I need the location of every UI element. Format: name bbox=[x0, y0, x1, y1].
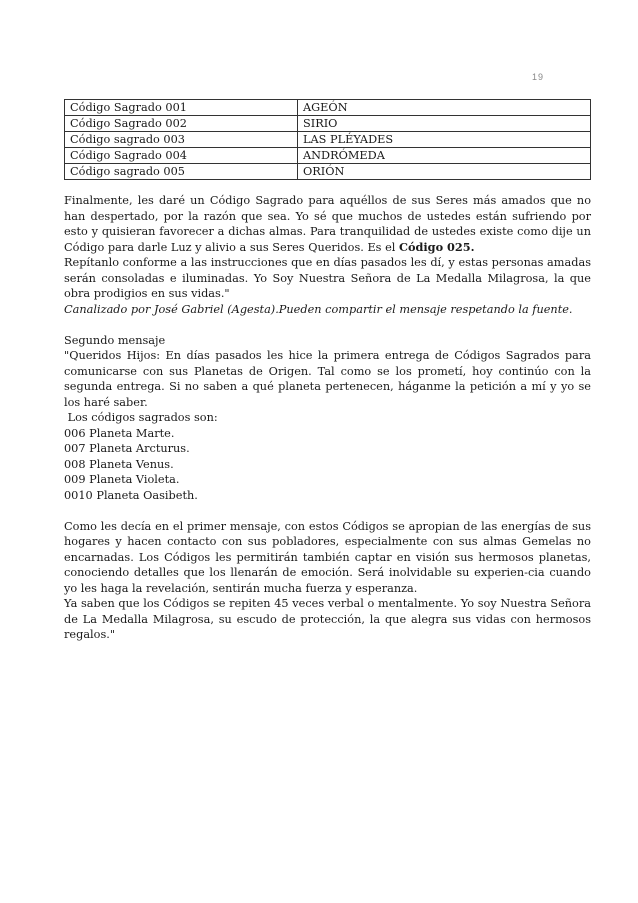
code-cell: Código sagrado 005 bbox=[65, 164, 298, 180]
list-item: 007 Planeta Arcturus. bbox=[64, 442, 190, 455]
paragraph-signature: Ya saben que los Códigos se repiten 45 veces verbal o mentalmente. Yo soy Nuestra Señora de La Medalla Milagrosa, su escudo de protección, la que alegra sus vidas con hermosos regalos." bbox=[64, 597, 591, 641]
paragraph-text: Finalmente, les daré un Código Sagrado para aquéllos de sus Seres más amados que no han despertado, por la razón que sea. Yo sé que muchos de ustedes están sufriendo por esto y quisieran favorecer a dichas almas. Para tranquilidad de ustedes existe como dije un Código para darle Luz y alivio a sus Seres Queridos. Es el bbox=[64, 194, 591, 254]
codes-list-heading: Los códigos sagrados son: bbox=[64, 411, 218, 424]
table-row bbox=[65, 148, 591, 164]
code-cell: Código sagrado 003 bbox=[65, 132, 298, 148]
table-row bbox=[65, 100, 591, 116]
channeling-credit: Canalizado por José Gabriel (Agesta).Pueden compartir el mensaje respetando la fuente. bbox=[64, 302, 573, 316]
planet-cell: ANDRÓMEDA bbox=[298, 148, 591, 164]
table-row bbox=[65, 132, 591, 148]
second-message-intro: "Queridos Hijos: En días pasados les hice la primera entrega de Códigos Sagrados para comunicarse con sus Planetas de Origen. Tal como se los prometí, hoy continúo con la segunda entrega. Si no saben a qué planeta pertenecen, háganme la petición a mí y yo se los haré saber. bbox=[64, 349, 591, 409]
list-item: 009 Planeta Violeta. bbox=[64, 473, 180, 486]
planet-cell: LAS PLÉYADES bbox=[298, 132, 591, 148]
code-cell: Código Sagrado 001 bbox=[65, 100, 298, 116]
paragraph-closing: Como les decía en el primer mensaje, con estos Códigos se apropian de las energías de sus hogares y hacen contacto con sus pobladores, especialmente con sus almas Gemelas no encarnadas. Los Códigos les permitirán también captar en visión sus hermosos planetas, conociendo detalles que los llenarán de emoción. Será inolvidable su experien-cia cuando yo les haga la revelación, sentirán mucha fuerza y esperanza. bbox=[64, 519, 591, 595]
code-cell: Código Sagrado 002 bbox=[65, 116, 298, 132]
paragraph-final-code bbox=[64, 193, 591, 255]
planet-cell: ORIÓN bbox=[298, 164, 591, 180]
planet-cell: SIRIO bbox=[298, 116, 591, 132]
table-row bbox=[65, 116, 591, 132]
sacred-codes-table bbox=[64, 99, 591, 180]
table-row bbox=[65, 164, 591, 180]
page-number: 19 bbox=[532, 72, 545, 82]
code-cell: Código Sagrado 004 bbox=[65, 148, 298, 164]
paragraph-instructions: Repítanlo conforme a las instrucciones que en días pasados les dí, y estas personas amadas serán consoladas e iluminadas. Yo Soy Nuestra Señora de La Medalla Milagrosa, la que obra prodigios en sus vidas." bbox=[64, 256, 591, 300]
second-message-heading: Segundo mensaje bbox=[64, 333, 166, 347]
document-body bbox=[64, 193, 591, 643]
list-item: 006 Planeta Marte. bbox=[64, 426, 175, 440]
list-item: 0010 Planeta Oasibeth. bbox=[64, 488, 198, 502]
planet-cell: AGEÓN bbox=[298, 100, 591, 116]
list-item: 008 Planeta Venus. bbox=[64, 457, 174, 471]
highlighted-code: Código 025. bbox=[398, 239, 475, 254]
